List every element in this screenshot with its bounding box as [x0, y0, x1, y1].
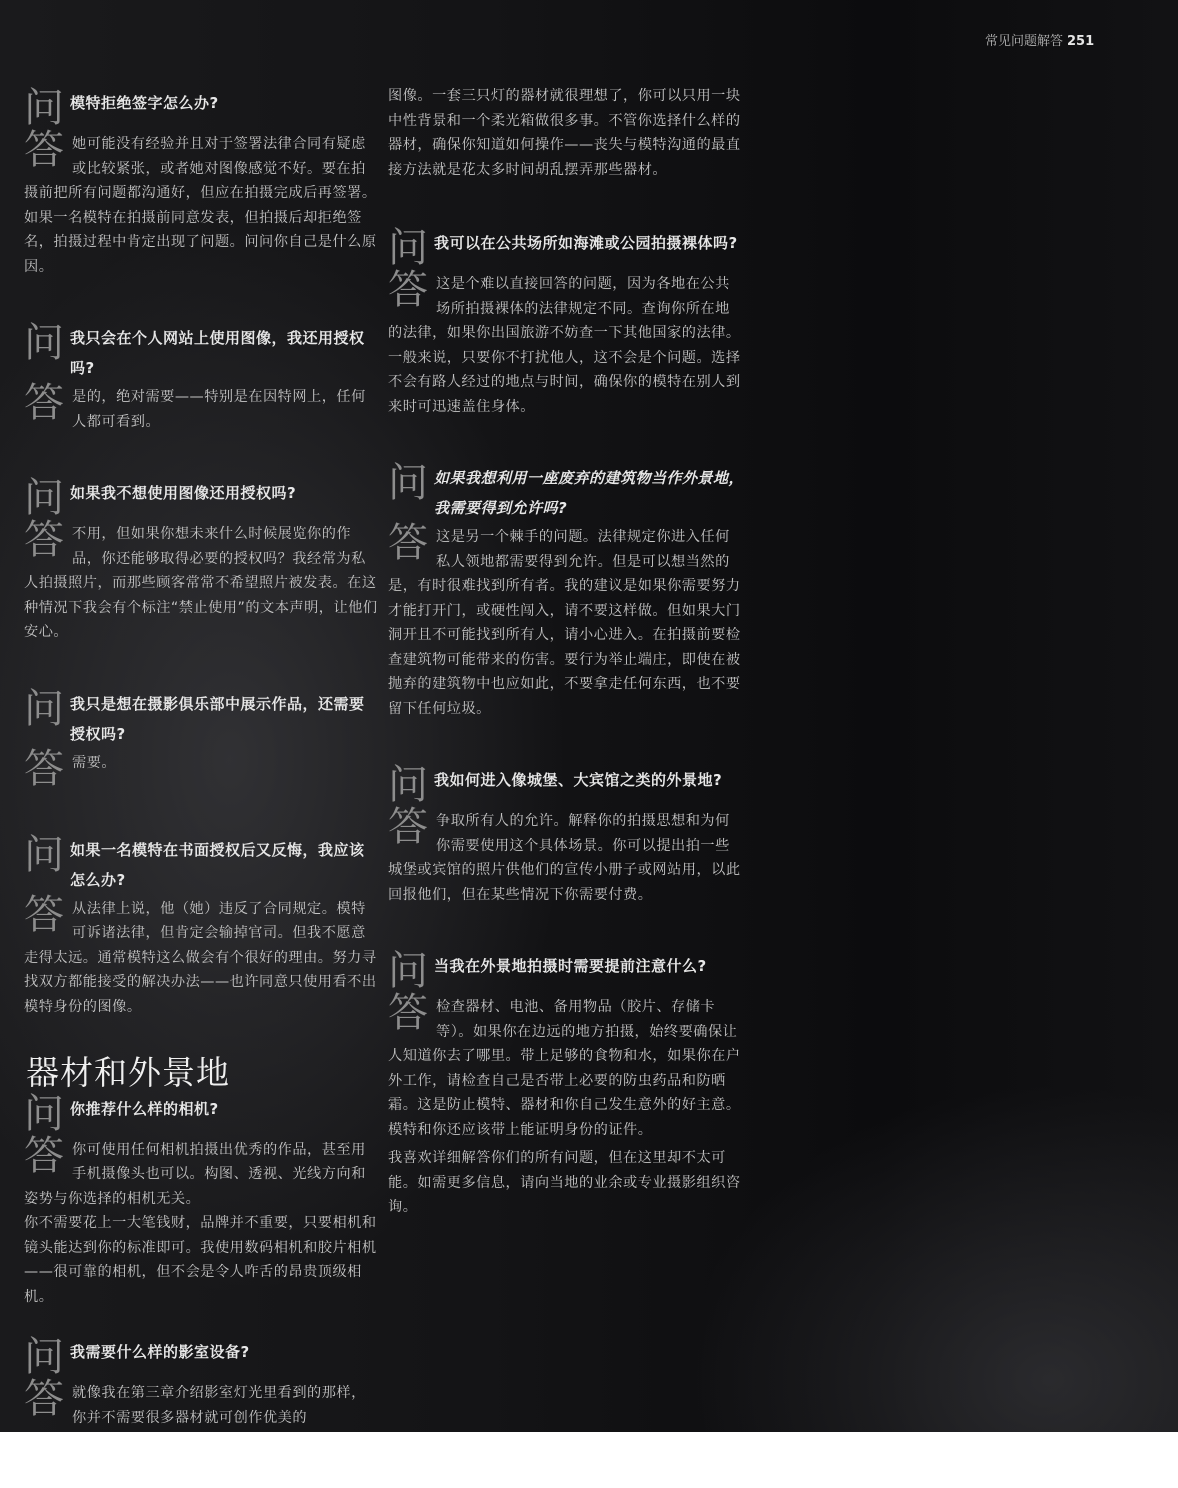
question-text: 我需要什么样的影室设备?	[70, 1343, 250, 1361]
left-column	[24, 86, 378, 1432]
question-mark-glyph: 问	[388, 762, 429, 808]
question-mark-glyph: 问	[24, 831, 65, 878]
qa-item	[388, 949, 744, 1220]
question-mark-glyph: 问	[388, 225, 429, 271]
answer-text: 这是个难以直接回答的问题，因为各地在公共场所拍摄裸体的法律规定不同。查询你所在地的法律，如果你出国旅游不妨查一下其他国家的法律。一般来说，只要你不打扰他人，这不会是个问题。选择不会有路人经过的地点与时间，确保你的模特在别人到来时可迅速盖住身体。	[388, 276, 741, 415]
question-text: 我可以在公共场所如海滩或公园拍摄裸体吗?	[434, 234, 738, 252]
question-mark-glyph: 问	[388, 948, 429, 994]
answer-mark-glyph: 答	[388, 990, 429, 1036]
answer-mark-glyph: 答	[388, 804, 429, 850]
answer-text: 就像我在第三章介绍影室灯光里看到的那样，你并不需要很多器材就可创作优美的	[72, 1385, 366, 1426]
qa-item	[24, 476, 378, 645]
qa-item	[388, 763, 744, 907]
question-text: 如果一名模特在书面授权后又反悔，我应该怎么办?	[70, 840, 365, 889]
answer-mark-glyph: 答	[24, 1376, 65, 1422]
answer-text: 她可能没有经验并且对于签署法律合同有疑虑或比较紧张，或者她对图像感觉不好。要在拍摄前把所有问题都沟通好，但应在拍摄完成后再签署。如果一名模特在拍摄前同意发表，但拍摄后却拒绝签名，拍摄过程中肯定出现了问题。问问你自己是什么原因。	[24, 136, 377, 275]
question-text: 我只会在个人网站上使用图像，我还用授权吗?	[70, 329, 365, 377]
qa-item	[24, 321, 378, 434]
question-mark-glyph: 问	[24, 475, 65, 521]
answer-mark-glyph: 答	[24, 380, 65, 426]
question-text: 我只是想在摄影俱乐部中展示作品，还需要授权吗?	[70, 694, 365, 743]
question-text: 当我在外景地拍摄时需要提前注意什么?	[434, 957, 707, 975]
continued-paragraph: 图像。一套三只灯的器材就很理想了，你可以只用一块中性背景和一个柔光箱做很多事。不管你选择什么样的器材，确保你知道如何操作——丧失与模特沟通的最直接方法就是花太多时间胡乱摆弄那些器材。	[388, 88, 741, 178]
answer-mark-glyph: 答	[24, 517, 65, 563]
answer-text: 不用，但如果你想未来什么时候展览你的作品，你还能够取得必要的授权吗？我经常为私人拍摄照片，而那些顾客常常不希望照片被发表。在这种情况下我会有个标注“禁止使用”的文本声明，让他们安心。	[24, 526, 378, 640]
qa-item	[388, 461, 744, 721]
question-text: 模特拒绝签字怎么办?	[70, 94, 219, 112]
question-text: 如果我不想使用图像还用授权吗?	[70, 484, 297, 502]
answer-continuation: 你不需要花上一大笔钱财，品牌并不重要，只要相机和镜头能达到你的标准即可。我使用数码相机和胶片相机——很可靠的相机，但不会是令人咋舌的昂贵顶级相机。	[24, 1215, 377, 1305]
question-mark-glyph: 问	[388, 460, 429, 506]
question-mark-glyph: 问	[24, 85, 65, 131]
running-header	[985, 30, 1094, 49]
answer-mark-glyph: 答	[24, 891, 65, 938]
qa-item	[24, 1092, 378, 1310]
answer-text: 争取所有人的允许。解释你的拍摄思想和为何你需要使用这个具体场景。你可以提出拍一些城堡或宾馆的照片供他们的宣传小册子或网站用，以此回报他们，但在某些情况下你需要付费。	[388, 813, 741, 903]
question-text: 如果我想利用一座废弃的建筑物当作外景地，我需要得到允许吗?	[434, 469, 745, 517]
question-mark-glyph: 问	[24, 1090, 65, 1137]
right-column	[388, 84, 744, 1262]
answer-mark-glyph: 答	[24, 1132, 65, 1179]
answer-mark-glyph: 答	[24, 745, 65, 792]
section-title: 器材和外景地	[26, 1053, 230, 1092]
question-mark-glyph: 问	[24, 1334, 65, 1380]
qa-item	[24, 687, 378, 791]
answer-mark-glyph: 答	[24, 127, 65, 173]
page-number: 251	[1067, 34, 1095, 49]
question-text: 你推荐什么样的相机?	[70, 1099, 219, 1118]
answer-text: 你可使用任何相机拍摄出优秀的作品，甚至用手机摄像头也可以。构图、透视、光线方向和姿势与你选择的相机无关。	[24, 1141, 366, 1207]
qa-item	[24, 833, 378, 1020]
answer-mark-glyph: 答	[388, 267, 429, 313]
answer-mark-glyph: 答	[388, 520, 429, 566]
answer-text: 需要。	[72, 754, 117, 771]
answer-text: 是的，绝对需要——特别是在因特网上，任何人都可看到。	[72, 389, 366, 430]
question-text: 我如何进入像城堡、大宾馆之类的外景地?	[434, 771, 723, 789]
answer-text: 检查器材、电池、备用物品（胶片、存储卡等）。如果你在边远的地方拍摄，始终要确保让人知道你去了哪里。带上足够的食物和水，如果你在户外工作，请检查自己是否带上必要的防虫药品和防晒霜。这是防止模特、器材和你自己发生意外的好主意。模特和你还应该带上能证明身份的证件。	[388, 999, 741, 1138]
qa-item	[24, 1335, 378, 1430]
header-label: 常见问题解答	[985, 34, 1064, 49]
question-mark-glyph: 问	[24, 685, 65, 732]
closing-note: 我喜欢详细解答你们的所有问题，但在这里却不太可能。如需更多信息，请向当地的业余或专业摄影组织咨询。	[388, 1150, 741, 1215]
qa-item	[388, 226, 744, 419]
answer-text: 从法律上说，他（她）违反了合同规定。模特可诉诸法律，但肯定会输掉官司。但我不愿意走得太远。通常模特这么做会有个很好的理由。努力寻找双方都能接受的解决办法——也许同意只使用看不出模特身份的图像。	[24, 900, 377, 1015]
question-mark-glyph: 问	[24, 320, 65, 366]
answer-text: 这是另一个棘手的问题。法律规定你进入任何私人领地都需要得到允许。但是可以想当然的是，有时很难找到所有者。我的建议是如果你需要努力才能打开门，或硬性闯入，请不要这样做。但如果大门洞开且不可能找到所有人，请小心进入。在拍摄前要检查建筑物可能带来的伤害。要行为举止端庄，即使在被抛弃的建筑物中也应如此，不要拿走任何东西，也不要留下任何垃圾。	[388, 529, 741, 717]
qa-item	[24, 86, 378, 279]
